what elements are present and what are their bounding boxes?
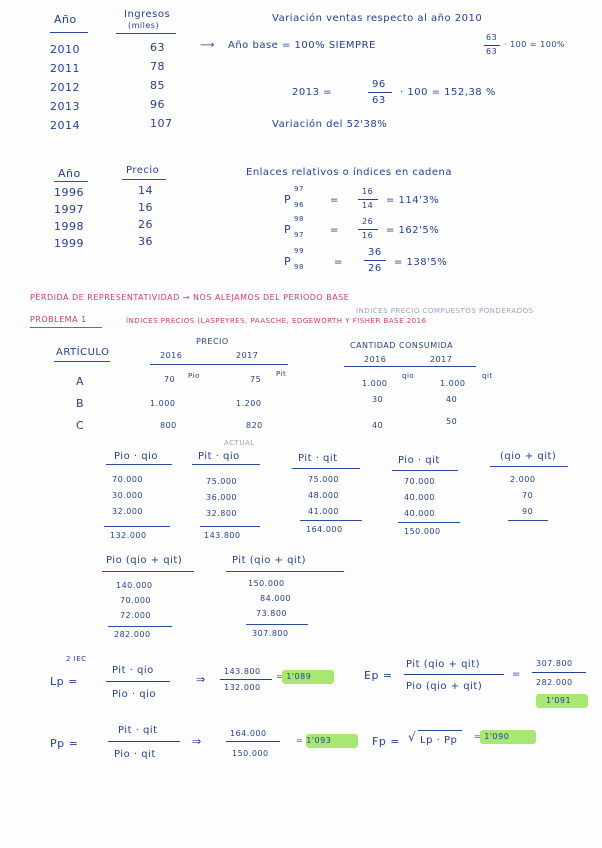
problem-label: PROBLEMA 1: [30, 315, 87, 324]
ep-num-total: 307.800: [252, 629, 289, 638]
problem-title: ÍNDICES PRECIOS (LASPEYRES, PAASCHE, EDGEWORTH Y FISHER BASE 2016: [126, 317, 427, 325]
ep-num-value: 150.000: [248, 579, 285, 588]
t2-row-result: = 162'5%: [386, 225, 440, 236]
t1-values-column: [150, 42, 173, 137]
grey-note: ÍNDICES PRECIO COMPUESTOS PONDERADOS: [356, 307, 534, 315]
lp-frac-bar: [106, 681, 170, 682]
ep-den-value: 140.000: [116, 581, 153, 590]
t2-row-sup: 98: [294, 215, 304, 223]
p2016-value: 1.000: [150, 399, 176, 408]
qio-label: qio: [402, 372, 415, 380]
t1-year-header: Año: [54, 13, 77, 26]
lp-arrow: ⇒: [196, 673, 206, 686]
t1-2013-frac-bar: [368, 92, 392, 93]
t2-row-num: 26: [362, 217, 374, 226]
ep-den-value: 70.000: [120, 596, 151, 605]
t2-row-num: 16: [362, 187, 374, 196]
t2-row-sup: 99: [294, 247, 304, 255]
price-header: PRECIO: [196, 337, 229, 346]
p2017-value: 75: [250, 375, 262, 384]
t2-price: 16: [138, 201, 153, 214]
col2-value: 32.800: [206, 509, 237, 518]
t2-year: 1998: [54, 220, 84, 233]
ep-den-total-line: [108, 626, 172, 627]
pit-label: Pit: [276, 370, 287, 378]
t2-row-den: 26: [368, 263, 382, 274]
col5-value: 90: [522, 507, 534, 516]
qty-2017-header: 2017: [430, 355, 453, 364]
ep-label: Ep =: [364, 669, 393, 682]
col1-value: 32.000: [112, 507, 143, 516]
actual-note: ACTUAL: [224, 439, 255, 447]
qit-label: qit: [482, 372, 493, 380]
t2-years-column: [54, 187, 84, 255]
col3-value: 75.000: [308, 475, 339, 484]
t1-year: 2011: [50, 62, 80, 75]
col1-total: 132.000: [110, 531, 147, 540]
lp-label: Lp =: [50, 675, 78, 688]
t2-row-sym: P: [284, 223, 292, 236]
t2-price-header-underline: [122, 179, 166, 180]
lp-val-den: 132.000: [224, 683, 261, 692]
q2017-value: 1.000: [440, 379, 466, 388]
col1-value: 30.000: [112, 491, 143, 500]
t1-year: 2010: [50, 43, 80, 56]
loss-of-representativity: PÉRDIDA DE REPRESENTATIVIDAD → NOS ALEJAMOS DEL PERIODO BASE: [30, 293, 350, 302]
p2016-value: 800: [160, 421, 177, 430]
col5-total-line: [508, 520, 548, 521]
t2-row-sub: 97: [294, 231, 304, 239]
ep-num-values: [248, 580, 291, 625]
t1-income-header: Ingresos: [124, 9, 171, 20]
article-b: B: [76, 397, 85, 410]
t2-price: 36: [138, 235, 153, 248]
qty-2016-header: 2016: [364, 355, 387, 364]
t2-row-sym: P: [284, 255, 292, 268]
t1-years-column: [50, 44, 80, 139]
t1-base-den: 63: [486, 47, 498, 56]
t2-row-frac-bar: [358, 229, 378, 230]
col2-values: [206, 478, 237, 526]
lp-val-frac-bar: [220, 679, 272, 680]
col1-header: Pio · qio: [114, 451, 158, 462]
col2-header-underline: [192, 464, 260, 465]
col2-total-line: [200, 526, 260, 527]
t1-title: Variación ventas respecto al año 2010: [272, 13, 483, 24]
q2016-value: 30: [372, 395, 384, 404]
pp-den: Pio · qit: [114, 749, 156, 760]
col1-values: [112, 476, 143, 524]
ep-num-value: 84.000: [260, 594, 291, 603]
col2-total: 143.800: [204, 531, 241, 540]
t2-row-den: 16: [362, 231, 374, 240]
t1-year: 2013: [50, 100, 80, 113]
t1-2013-label: 2013 =: [292, 87, 333, 98]
t1-year-header-underline: [50, 32, 88, 33]
t1-year: 2012: [50, 81, 80, 94]
col3-header: Pit · qit: [298, 453, 338, 464]
t1-value: 107: [150, 117, 173, 130]
price-2017-header: 2017: [236, 351, 259, 360]
col3-total: 164.000: [306, 525, 343, 534]
col2-header: Pit · qio: [198, 451, 240, 462]
t2-year: 1999: [54, 237, 84, 250]
price-header-underline: [150, 364, 288, 365]
t1-base-rest: · 100 = 100%: [504, 40, 566, 49]
problem-underline: [30, 327, 102, 328]
t1-2013-den: 63: [372, 95, 386, 106]
col3-value: 41.000: [308, 507, 339, 516]
ep-num-col-header: Pit (qio + qit): [232, 555, 307, 566]
t2-row-frac-bar: [358, 199, 378, 200]
t2-prices-column: [138, 185, 153, 253]
t1-2013-rest: · 100 = 152,38 %: [400, 87, 496, 98]
lp-den: Pio · qio: [112, 689, 156, 700]
t1-base-frac-bar: [484, 45, 500, 46]
t1-income-header-underline: [116, 33, 176, 34]
t2-row-sub: 96: [294, 201, 304, 209]
ep-num-col-underline: [226, 571, 344, 572]
p2016-value: 70: [164, 375, 176, 384]
t2-row-sub: 98: [294, 263, 304, 271]
t2-row-den: 14: [362, 201, 374, 210]
pp-arrow: ⇒: [192, 735, 202, 748]
price-2016-header: 2016: [160, 351, 183, 360]
t1-base-text: Año base = 100% SIEMPRE: [228, 40, 376, 51]
t2-year: 1997: [54, 203, 84, 216]
col5-header-underline: [490, 466, 568, 467]
col4-value: 40.000: [404, 493, 435, 502]
col4-value: 40.000: [404, 509, 435, 518]
t1-value: 78: [150, 60, 165, 73]
t1-value: 85: [150, 79, 165, 92]
col5-value: 70: [522, 491, 534, 500]
ep-num-value: 73.800: [256, 609, 287, 618]
t1-base-num: 63: [486, 33, 498, 42]
ep-den-value: 72.000: [120, 611, 151, 620]
ep-val-num: 307.800: [536, 659, 573, 668]
fp-label: Fp =: [372, 735, 401, 748]
t2-price: 14: [138, 184, 153, 197]
t1-2013-num: 96: [372, 79, 386, 90]
t2-year: 1996: [54, 186, 84, 199]
lp-small-note: 2 IEC: [66, 655, 87, 663]
fp-result: = 1'090: [474, 732, 510, 741]
col3-header-underline: [292, 468, 360, 469]
col3-value: 48.000: [308, 491, 339, 500]
ep-den-col-underline: [102, 571, 194, 572]
arrow-icon: ⟶: [200, 40, 215, 51]
t2-row-sup: 97: [294, 185, 304, 193]
fp-root: Lp · Pp: [420, 735, 458, 746]
t2-row-result: = 114'3%: [386, 195, 440, 206]
q2017-value: 40: [446, 395, 458, 404]
col4-total: 150.000: [404, 527, 441, 536]
col1-value: 70.000: [112, 475, 143, 484]
article-c: C: [76, 419, 85, 432]
pp-val-den: 150.000: [232, 749, 269, 758]
ep-num: Pit (qio + qit): [406, 659, 481, 670]
ep-val-den: 282.000: [536, 678, 573, 687]
notebook-page: Año Ingresos (miles) 2010 2011 2012 2013 2014 63 78 85 96 107 Variación ventas respecto al año 2010 ⟶ Año base = 100% SIEMPRE 63 63 · 100 = 100% 2013 = 96 63 · 100 = 152,38 % Variación del 52'38% Año Precio 1996 1997 1998 1999 14 16 26 36 Enlaces relativos o índices en cadena P 97 96 = 16 14 = 114'3% P 98 97 = 26 16 = 162'5% P 99 98 = 36 26 = 138'5% PÉRDIDA DE REPRESENTATIVIDAD → NOS ALEJAMOS DEL PERIODO BASE ÍNDICES PRECIO COMPUESTOS PONDERADOS PROBLEMA 1 ÍNDICES PRECIOS (LASPEYRES, PAASCHE, EDGEWORTH Y FISHER BASE 2016 ARTÍCULO PRECIO CANTIDAD CONSUMIDA 2016 2017 2016 2017 A B C 70 Pio 1.000 800 75 Pit 1.200 820 1.000 qio 30 40 1.000 qit 40 50 Pio · qio ACTUAL Pit · qio Pit · qit Pio · qit (qio + qit) 70.000 30.000 32.000 132.000 75.000 36.000 32.800 143.800 75.000 48.000 41.000 164.000 70.000 40.000 40.000 150.000 2.000 70 90 Pio (qio + qit) Pit (qio + qit) 140.000 70.000 72.000 282.000 150.000 84.000 73.800 307.800 2 IEC Lp = Pit · qio Pio · qio ⇒ 143.800 132.000 = 1'089 Ep = Pit (qio + qit) Pio (qio + qit) = 307.800 282.000 1'091 Pp = Pit · qit Pio · qit ⇒ 164.000 150.000 = 1'093 Fp = √ Lp · Pp = 1'090: [0, 0, 602, 848]
col5-header: (qio + qit): [500, 451, 557, 462]
article-a: A: [76, 375, 85, 388]
q2016-value: 40: [372, 421, 384, 430]
col2-value: 75.000: [206, 477, 237, 486]
col4-value: 70.000: [404, 477, 435, 486]
t2-row-frac-bar: [364, 260, 386, 261]
t1-value: 96: [150, 98, 165, 111]
col5-value: 2.000: [510, 475, 536, 484]
qty-header: CANTIDAD CONSUMIDA: [350, 341, 454, 350]
t2-price: 26: [138, 218, 153, 231]
pp-val-frac-bar: [226, 741, 280, 742]
q2017-value: 50: [446, 417, 458, 426]
ep-den-total: 282.000: [114, 630, 151, 639]
ep-frac-bar: [404, 674, 504, 675]
col4-total-line: [398, 522, 460, 523]
sqrt-bar: [418, 730, 462, 731]
ep-den-values: [116, 582, 153, 627]
pio-label: Pio: [188, 372, 200, 380]
t2-year-header-underline: [54, 181, 88, 182]
ep-num-total-line: [246, 624, 308, 625]
lp-result: = 1'089: [276, 672, 312, 681]
col2-value: 36.000: [206, 493, 237, 502]
lp-val-num: 143.800: [224, 667, 261, 676]
ep-den: Pio (qio + qit): [406, 681, 483, 692]
col4-values: [404, 478, 435, 526]
col5-values: [510, 476, 535, 524]
t2-year-header: Año: [58, 167, 81, 180]
t2-row-num: 36: [368, 247, 382, 258]
col1-total-line: [104, 526, 170, 527]
col4-header-underline: [392, 470, 458, 471]
q2016-value: 1.000: [362, 379, 388, 388]
lp-num: Pit · qio: [112, 665, 154, 676]
t2-row-result: = 138'5%: [394, 257, 448, 268]
pp-frac-bar: [108, 741, 180, 742]
t2-price-header: Precio: [126, 165, 160, 176]
article-header: ARTÍCULO: [56, 347, 110, 358]
qty-header-underline: [344, 366, 476, 367]
col4-header: Pio · qit: [398, 455, 440, 466]
sqrt-icon: √: [408, 730, 416, 744]
t1-value: 63: [150, 41, 165, 54]
p2017-value: 1.200: [236, 399, 262, 408]
t2-title: Enlaces relativos o índices en cadena: [246, 167, 453, 178]
p2017-value: 820: [246, 421, 263, 430]
t1-income-subheader: (miles): [128, 21, 160, 30]
pp-label: Pp =: [50, 737, 79, 750]
pp-result: = 1'093: [296, 736, 332, 745]
col1-header-underline: [106, 464, 172, 465]
ep-result: 1'091: [546, 696, 572, 705]
col3-total-line: [300, 520, 362, 521]
t1-year: 2014: [50, 119, 80, 132]
ep-val-frac-bar: [532, 672, 586, 673]
pp-val-num: 164.000: [230, 729, 267, 738]
ep-den-col-header: Pio (qio + qit): [106, 555, 183, 566]
article-header-underline: [54, 361, 110, 362]
t2-row-sym: P: [284, 193, 292, 206]
pp-num: Pit · qit: [118, 725, 158, 736]
col3-values: [308, 476, 339, 524]
t1-variation: Variación del 52'38%: [272, 119, 388, 130]
